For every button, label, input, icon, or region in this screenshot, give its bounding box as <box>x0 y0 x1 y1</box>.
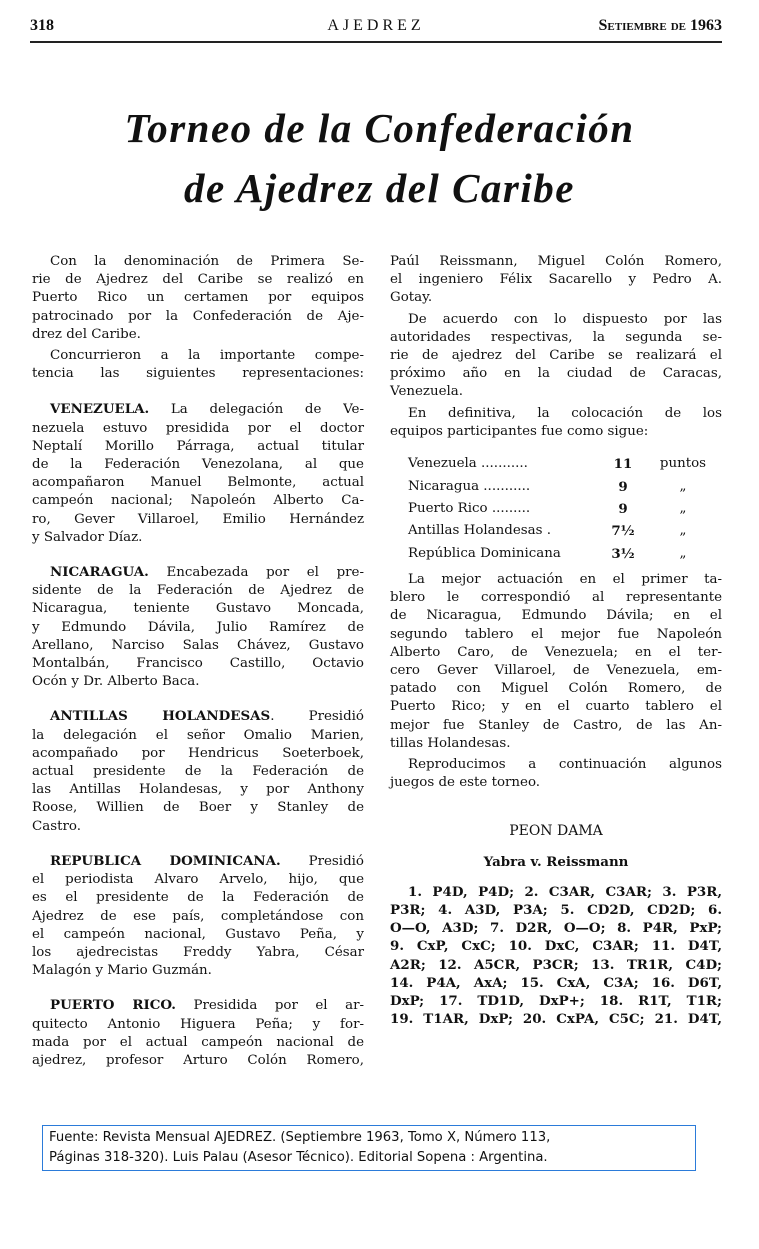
section-lead: REPUBLICA DOMINICANA. <box>50 852 281 869</box>
text-line: Con la denominación de Primera Se- <box>50 254 364 269</box>
text-line: Neptalí Morillo Párraga, actual titular <box>32 438 364 454</box>
text-line: De acuerdo con lo dispuesto por las <box>408 311 722 327</box>
antillas-paragraph <box>32 707 364 835</box>
text-line: Nicaragua, teniente Gustavo Moncada, <box>32 601 364 617</box>
intro-paragraph <box>32 253 364 344</box>
nicaragua-paragraph <box>32 563 364 691</box>
points-unit: „ <box>679 478 687 494</box>
text-line: patrocinado por la Confederación de Aje- <box>32 308 364 324</box>
text-line: tillas Holandesas. <box>390 735 511 751</box>
team-name: Puerto Rico ......... <box>408 500 531 516</box>
standings-table <box>408 453 713 565</box>
source-line: Fuente: Revista Mensual AJEDREZ. (Septiembre 1963, Tomo X, Número 113, <box>49 1130 551 1145</box>
right-column <box>390 253 722 1028</box>
team-points: 3½ <box>611 545 635 562</box>
lead-continuation: Encabezada por el pre- <box>148 565 364 581</box>
text-line: de la Federación Venezolana, al que <box>32 457 364 473</box>
text-line: Ajedrez de ese país, completándose con <box>32 908 364 924</box>
text-line: Castro. <box>32 818 81 834</box>
game-players: Yabra v. Reissmann <box>483 853 629 870</box>
acuerdo-paragraph <box>390 311 722 402</box>
dominicana-paragraph <box>32 852 364 980</box>
team-name: Venezuela ........... <box>408 456 528 472</box>
text-line: segundo tablero el mejor fue Napoleón <box>390 626 722 642</box>
table-row <box>408 453 713 475</box>
magazine-name: AJEDREZ <box>327 17 425 34</box>
opening-heading: PEON DAMA <box>509 823 603 840</box>
text-line <box>32 996 364 1015</box>
text-line: patado con Miguel Colón Romero, de <box>390 681 722 697</box>
page-number: 318 <box>30 17 54 34</box>
section-lead: ANTILLAS HOLANDESAS <box>50 708 271 725</box>
text-line: nezuela estuvo presidida por el doctor <box>32 420 364 436</box>
text-line: los ajedrecistas Freddy Yabra, César <box>32 944 364 960</box>
venezuela-paragraph <box>32 400 364 547</box>
lead-continuation: Presidida por el ar- <box>175 998 364 1014</box>
table-row <box>408 475 713 497</box>
text-line: Puerto Rico; y en el cuarto tablero el <box>390 699 722 715</box>
text-line: juegos de este torneo. <box>390 775 541 791</box>
continuation-paragraph <box>390 253 722 308</box>
text-line: acompañaron Manuel Belmonte, actual <box>32 475 364 491</box>
title-line-2: de Ajedrez del Caribe <box>184 165 575 211</box>
points-unit: „ <box>679 545 687 561</box>
text-line: es el presidente de la Federación de <box>32 890 364 906</box>
text-line: Paúl Reissmann, Miguel Colón Romero, <box>390 254 722 269</box>
points-unit: „ <box>679 523 687 539</box>
text-line: ro, Gever Villaroel, Emilio Hernández <box>32 511 364 527</box>
team-points: 9 <box>618 478 628 495</box>
text-line: y Edmundo Dávila, Julio Ramírez de <box>32 619 364 635</box>
text-line <box>32 400 364 419</box>
text-line: Ocón y Dr. Alberto Baca. <box>32 674 200 690</box>
move-line: DxP; 17. TD1D, DxP+; 18. R1T, T1R; <box>390 993 722 1010</box>
text-line: mada por el actual campeón nacional de <box>32 1034 364 1050</box>
move-line: 14. P4A, AxA; 15. CxA, C3A; 16. D6T, <box>390 974 722 991</box>
section-lead: PUERTO RICO. <box>50 997 176 1014</box>
team-name: Nicaragua ........... <box>408 478 531 494</box>
text-line: Roose, Willien de Boer y Stanley de <box>32 800 364 816</box>
text-line: el campeón nacional, Gustavo Peña, y <box>32 926 364 942</box>
text-line: Reproducimos a continuación algunos <box>408 757 722 773</box>
text-line: blero le correspondió al representante <box>390 590 722 606</box>
text-line: campeón nacional; Napoleón Alberto Ca- <box>32 493 364 509</box>
text-line: Alberto Caro, de Venezuela; en el ter- <box>390 644 722 660</box>
table-row <box>408 520 713 542</box>
text-line: próximo año en la ciudad de Caracas, <box>390 366 722 382</box>
text-line: equipos participantes fue como sigue: <box>390 423 649 439</box>
lead-continuation: Presidió <box>280 853 364 869</box>
team-name: República Dominicana <box>408 545 561 561</box>
issue-date: Setiembre de 1963 <box>598 17 722 34</box>
team-points: 7½ <box>611 523 635 540</box>
text-line: Arellano, Narciso Salas Chávez, Gustavo <box>32 637 364 653</box>
text-line: de Nicaragua, Edmundo Dávila; en el <box>390 608 722 624</box>
running-header <box>30 17 722 39</box>
text-line: En definitiva, la colocación de los <box>408 405 722 421</box>
text-line: La mejor actuación en el primer ta- <box>408 571 722 587</box>
source-citation-box <box>42 1125 696 1171</box>
source-line: Páginas 318-320). Luis Palau (Asesor Técnico). Editorial Sopena : Argentina. <box>49 1150 548 1165</box>
table-row <box>408 543 713 565</box>
text-line: rie de ajedrez del Caribe se realizará el <box>390 348 722 364</box>
points-unit: puntos <box>659 456 707 472</box>
text-line: rie de Ajedrez del Caribe se realizó en <box>32 272 364 288</box>
definitiva-paragraph <box>390 405 722 441</box>
puerto-rico-paragraph <box>32 996 364 1070</box>
text-line: la delegación el señor Omalio Marien, <box>32 727 364 743</box>
text-line: mejor fue Stanley de Castro, de las An- <box>390 717 722 733</box>
move-line: O—O, A3D; 7. D2R, O—O; 8. P4R, PxP; <box>390 920 722 937</box>
text-line: actual presidente de la Federación de <box>32 764 364 780</box>
team-points: 11 <box>613 456 633 473</box>
move-line: P3R; 4. A3D, P3A; 5. CD2D, CD2D; 6. <box>390 902 722 919</box>
move-line: 19. T1AR, DxP; 20. CxPA, C5C; 21. D4T, <box>390 1011 722 1028</box>
lead-continuation: La delegación de Ve- <box>149 402 364 418</box>
section-lead: VENEZUELA. <box>50 401 150 418</box>
article-title <box>0 98 759 218</box>
text-line: Concurrieron a la importante compe- <box>50 348 364 364</box>
header-rule <box>30 41 722 43</box>
text-line <box>32 563 364 582</box>
title-line-1: Torneo de la Confederación <box>124 105 635 151</box>
text-line: autoridades respectivas, la segunda se- <box>390 329 722 345</box>
points-unit: „ <box>679 500 687 516</box>
concurrieron-paragraph <box>32 347 364 383</box>
text-line: ajedrez, profesor Arturo Colón Romero, <box>32 1052 364 1068</box>
text-line: y Salvador Díaz. <box>32 529 143 545</box>
text-line: drez del Caribe. <box>32 326 141 342</box>
text-line: acompañado por Hendricus Soeterboek, <box>32 745 364 761</box>
move-line: A2R; 12. A5CR, P3CR; 13. TR1R, C4D; <box>390 956 722 973</box>
table-row <box>408 498 713 520</box>
text-line: las Antillas Holandesas, y por Anthony <box>32 782 364 798</box>
text-line: Montalbán, Francisco Castillo, Octavio <box>32 656 364 672</box>
text-line: sidente de la Federación de Ajedrez de <box>32 583 364 599</box>
move-line: 1. P4D, P4D; 2. C3AR, C3AR; 3. P3R, <box>408 883 722 900</box>
lead-continuation: . Presidió <box>270 709 364 725</box>
section-lead: NICARAGUA. <box>50 564 149 581</box>
text-line: Venezuela. <box>390 384 464 400</box>
text-line <box>32 707 364 726</box>
game-moves <box>390 883 722 1029</box>
text-line: el periodista Alvaro Arvelo, hijo, que <box>32 872 364 888</box>
move-line: 9. CxP, CxC; 10. DxC, C3AR; 11. D4T, <box>390 938 722 955</box>
text-line: quitecto Antonio Higuera Peña; y for- <box>32 1016 364 1032</box>
left-column <box>32 253 364 1070</box>
actuacion-paragraph <box>390 571 722 753</box>
team-points: 9 <box>618 500 628 517</box>
reproducimos-paragraph <box>390 756 722 792</box>
text-line: el ingeniero Félix Sacarello y Pedro A. <box>390 272 722 288</box>
text-line <box>32 852 364 871</box>
text-line: Malagón y Mario Guzmán. <box>32 963 212 979</box>
text-line: Puerto Rico un certamen por equipos <box>32 290 364 306</box>
text-line: tencia las siguientes representaciones: <box>32 366 364 382</box>
text-line: Gotay. <box>390 290 433 306</box>
team-name: Antillas Holandesas . <box>408 523 552 539</box>
text-line: cero Gever Villaroel, de Venezuela, em- <box>390 663 722 678</box>
